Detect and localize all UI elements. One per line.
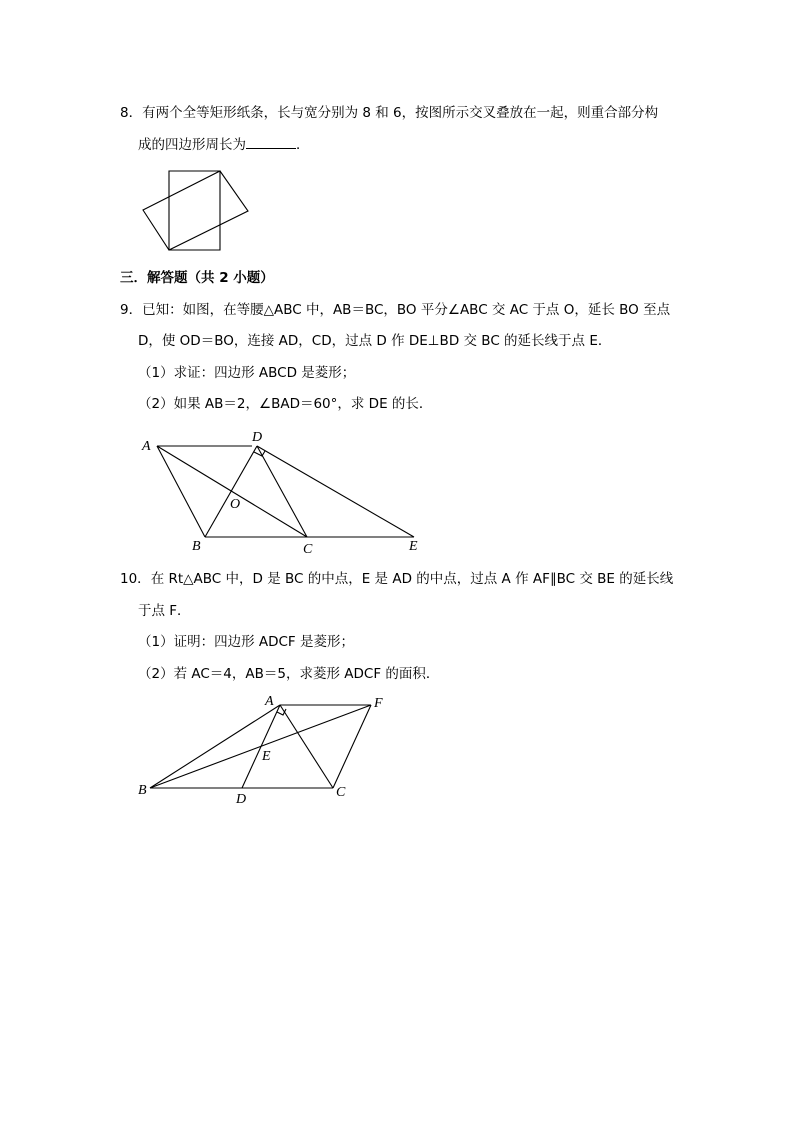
q8-text-1: 有两个全等矩形纸条，长与宽分别为 8 和 6，按图所示交叉叠放在一起，则重合部分构 — [142, 105, 659, 121]
q10-text-1: 在 Rt△ABC 中，D 是 BC 的中点，E 是 AD 的中点，过点 A 作 AF∥BC 交 BE 的延长线 — [150, 571, 674, 587]
q9-number: 9． — [120, 302, 143, 318]
q9-label-D: D — [252, 430, 263, 445]
q9-label-C: C — [303, 542, 313, 557]
q10-label-E: E — [262, 749, 271, 764]
q9-label-O: O — [230, 497, 241, 512]
q10-label-D: D — [236, 792, 247, 807]
q10-label-C: C — [336, 785, 346, 800]
q9-label-B: B — [192, 539, 201, 554]
q10-label-F: F — [374, 696, 383, 711]
q10-number: 10． — [120, 571, 151, 587]
q9-part2: （2）如果 AB＝2，∠BAD＝60°，求 DE 的长． — [138, 396, 433, 412]
q10-part2: （2）若 AC＝4，AB＝5，求菱形 ADCF 的面积． — [138, 666, 440, 682]
q10-label-A: A — [265, 694, 274, 709]
q9-line2: D，使 OD＝BO，连接 AD，CD，过点 D 作 DE⊥BD 交 BC 的延长线于点 E． — [138, 333, 612, 349]
q10-label-B: B — [138, 783, 147, 798]
q10-line2: 于点 F． — [138, 603, 191, 619]
q9-part1: （1）求证：四边形 ABCD 是菱形； — [138, 365, 356, 381]
section-title: 三．解答题（共 2 小题） — [120, 270, 274, 286]
q9-label-A: A — [142, 439, 151, 454]
q8-text-2-end: ． — [296, 137, 310, 153]
q10-segment-AC — [280, 705, 333, 788]
q9-label-E: E — [409, 539, 418, 554]
q9-text-1: 已知：如图，在等腰△ABC 中，AB＝BC，BO 平分∠ABC 交 AC 于点 O，延长 BO 至点 — [142, 302, 671, 318]
q10-part1: （1）证明：四边形 ADCF 是菱形； — [138, 634, 354, 650]
q8-text-2: 成的四边形周长为 — [138, 137, 246, 153]
q8-number: 8． — [120, 105, 143, 121]
